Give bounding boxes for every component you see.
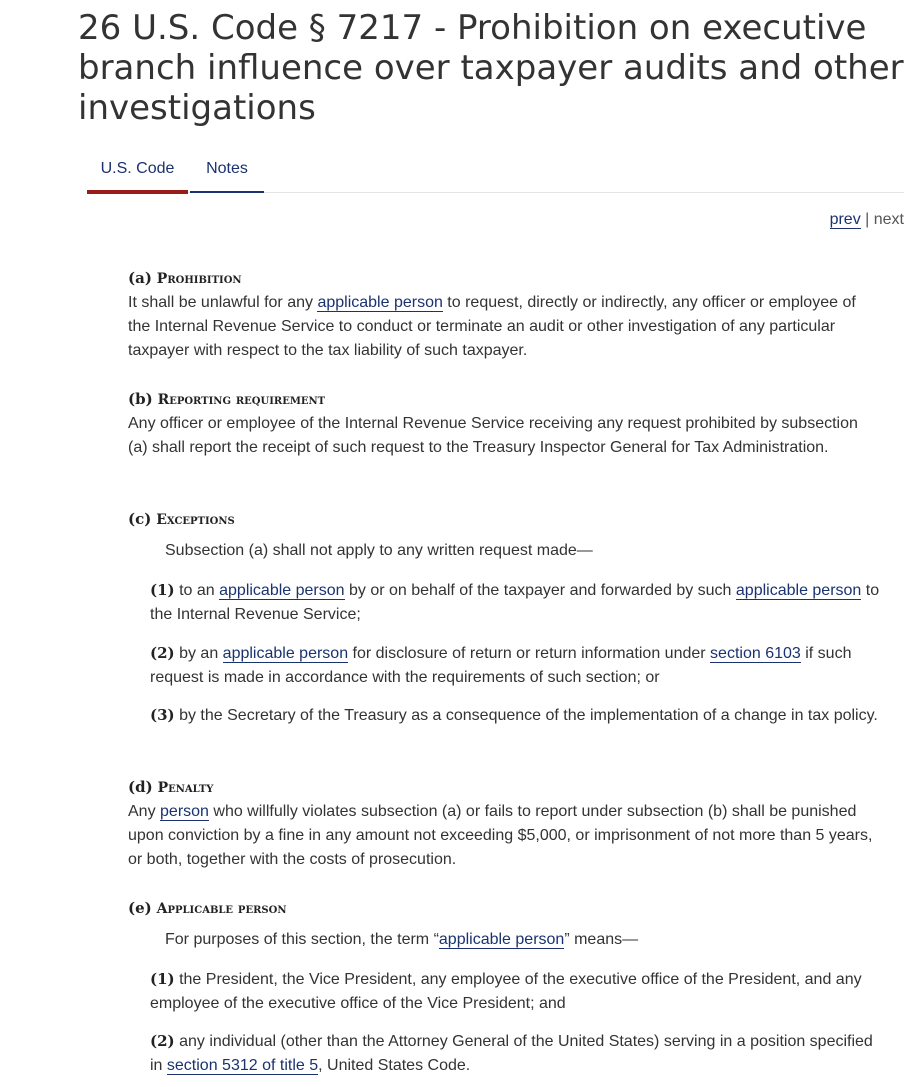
applicable-person-link[interactable]: applicable person	[438, 931, 565, 948]
tab-us-code[interactable]: U.S. Code	[87, 156, 188, 192]
pager	[830, 208, 904, 232]
paragraph-e-1	[150, 967, 880, 1016]
page-title-line: 26 U.S. Code § 7217 - Prohibition on executive	[78, 8, 867, 48]
subsection-b	[128, 387, 878, 460]
paragraph-number: (1)	[150, 581, 175, 599]
subsection-c	[128, 507, 878, 563]
text-fragment: who willfully violates subsection (a) or fails to report under subsection (b) shall be punished upon conviction by a fine in any amount not exceeding $5,000, or imprisonment of not more than 5 years, or both, together with the costs of prosecution.	[128, 803, 873, 868]
subsection-text: Any officer or employee of the Internal Revenue Service receiving any request prohibited by subsection (a) shall report the receipt of such request to the Treasury Inspector General for Tax Administration.	[128, 415, 858, 456]
paragraph-c-2	[150, 641, 880, 690]
subsection-title: Reporting requirement	[157, 392, 326, 408]
subsection-heading	[128, 507, 878, 532]
paragraph-c-1	[150, 578, 880, 627]
subsection-heading	[128, 896, 878, 921]
page-title-line: investigations	[78, 88, 316, 128]
text-fragment: Any	[128, 803, 161, 820]
subsection-text	[128, 291, 878, 363]
subsection-number: (c)	[128, 510, 152, 528]
tab-notes[interactable]: Notes	[190, 156, 264, 192]
text-fragment: ” means—	[564, 931, 639, 948]
subsection-number: (e)	[128, 899, 152, 917]
subsection-chapeau: Subsection (a) shall not apply to any written request made—	[165, 542, 593, 559]
text-fragment: by an	[174, 645, 223, 662]
applicable-person-link[interactable]: applicable person	[222, 645, 349, 662]
subsection-number: (a)	[128, 269, 152, 287]
paragraph-e-2	[150, 1029, 880, 1078]
section-5312-title-5-link[interactable]: section 5312 of title 5	[166, 1057, 319, 1074]
text-fragment: It shall be unlawful for any	[128, 294, 318, 311]
text-fragment: by or on behalf of the taxpayer and forwarded by such	[344, 582, 736, 599]
text-fragment: if such request is made in accordance with the requirements of such section; or	[150, 645, 852, 686]
text-fragment: for disclosure of return or return information under	[348, 645, 711, 662]
tab-bar	[87, 156, 904, 193]
page-title	[78, 8, 920, 128]
prev-link[interactable]: prev	[829, 211, 861, 228]
text-fragment: For purposes of this section, the term “	[165, 931, 439, 948]
text-fragment: the President, the Vice President, any employee of the executive office of the President, and any employee of the executive office of the Vice President; and	[150, 971, 862, 1012]
subsection-title: Prohibition	[156, 271, 242, 287]
subsection-title: Applicable person	[156, 901, 287, 917]
text-fragment: to request, directly or indirectly, any officer or employee of the Internal Revenue Service to conduct or terminate an audit or other investigation of any particular taxpayer with respect to the tax liability of such taxpayer.	[128, 294, 856, 359]
text-fragment: any individual (other than the Attorney General of the United States) serving in a position specified in	[150, 1033, 873, 1074]
subsection-title: Exceptions	[156, 512, 235, 528]
subsection-chapeau	[128, 928, 878, 952]
next-label: next	[873, 211, 904, 228]
subsection-number: (b)	[128, 390, 153, 408]
subsection-heading	[128, 387, 878, 412]
applicable-person-link[interactable]: applicable person	[735, 582, 862, 599]
pager-separator: |	[865, 211, 870, 228]
person-link[interactable]: person	[160, 803, 209, 820]
subsection-e	[128, 896, 878, 952]
paragraph-number: (1)	[150, 970, 175, 988]
subsection-a	[128, 266, 878, 363]
page-title-line: branch influence over taxpayer audits and other	[78, 48, 904, 88]
subsection-heading	[128, 266, 878, 291]
text-fragment: to an	[174, 582, 220, 599]
paragraph-number: (2)	[150, 1032, 175, 1050]
paragraph-number: (3)	[150, 706, 175, 724]
applicable-person-link[interactable]: applicable person	[317, 294, 443, 311]
paragraph-c-3	[150, 703, 880, 728]
section-6103-link[interactable]: section 6103	[710, 645, 801, 662]
text-fragment: to the Internal Revenue Service;	[150, 582, 880, 623]
subsection-text	[128, 800, 878, 872]
text-fragment: , United States Code.	[318, 1057, 471, 1074]
subsection-heading	[128, 775, 878, 800]
text-fragment: by the Secretary of the Treasury as a consequence of the implementation of a change in tax policy.	[174, 707, 878, 724]
applicable-person-link[interactable]: applicable person	[219, 582, 345, 599]
subsection-d	[128, 775, 878, 872]
paragraph-number: (2)	[150, 644, 175, 662]
subsection-title: Penalty	[157, 780, 214, 796]
subsection-number: (d)	[128, 778, 153, 796]
